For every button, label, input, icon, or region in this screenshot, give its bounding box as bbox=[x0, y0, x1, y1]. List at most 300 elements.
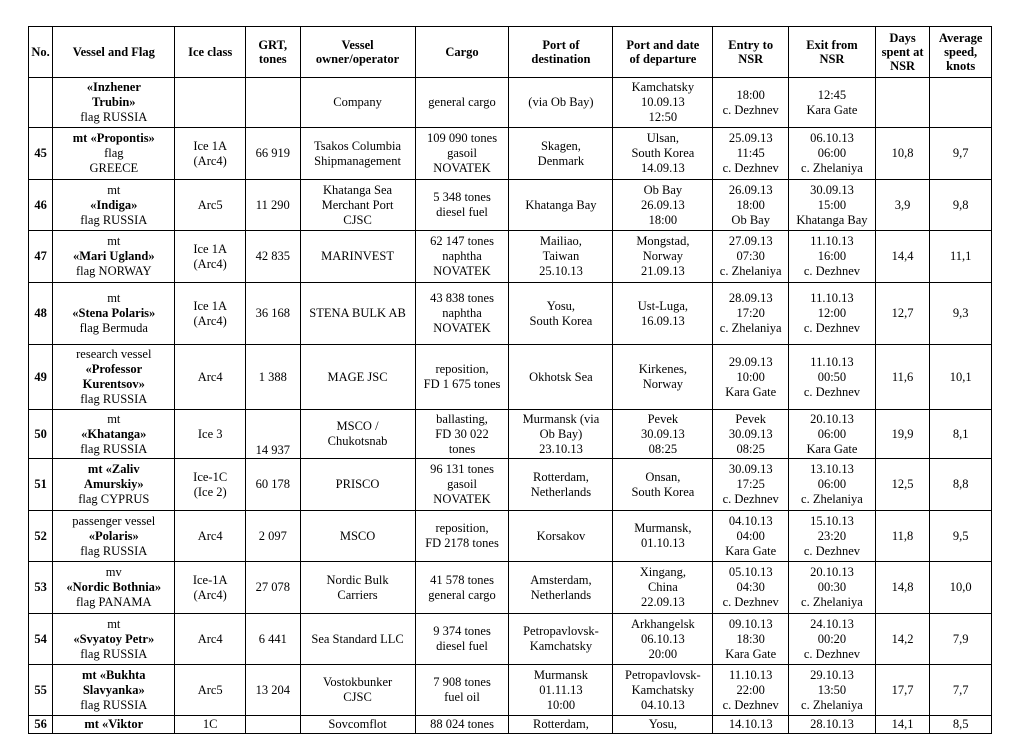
cell-exit-line: c. Dezhnev bbox=[803, 264, 861, 278]
cell-grt: 66 919 bbox=[246, 128, 301, 180]
cell-exit-line: c. Dezhnev bbox=[803, 646, 861, 661]
cell-destination-line: Korsakov bbox=[536, 528, 586, 543]
cell-vessel bbox=[53, 716, 175, 734]
cell-destination bbox=[509, 345, 613, 410]
header-speed-line: knots bbox=[946, 59, 976, 73]
cell-entry bbox=[713, 459, 789, 511]
cell-cargo-line: diesel fuel bbox=[436, 639, 488, 653]
cell-entry-line: 26.09.13 bbox=[728, 182, 773, 197]
cell-owner-line: Sea Standard LLC bbox=[311, 631, 404, 646]
cell-owner bbox=[300, 345, 415, 410]
table-row bbox=[29, 180, 992, 231]
cell-vessel-line: «Inzhener bbox=[86, 80, 141, 94]
cell-destination-line: Ob Bay) bbox=[539, 426, 583, 441]
cell-days: 19,9 bbox=[875, 410, 930, 459]
cell-exit-line: 24.10.13 bbox=[810, 616, 854, 631]
cell-entry-line: Kara Gate bbox=[725, 646, 777, 661]
cell-speed: 10,0 bbox=[930, 562, 992, 614]
cell-destination-line: Denmark bbox=[537, 153, 585, 168]
cell-owner-line: Chukotsnab bbox=[327, 434, 388, 448]
cell-ice-class bbox=[175, 345, 246, 410]
cell-ice-class bbox=[175, 283, 246, 345]
cell-entry-line: 17:25 bbox=[736, 477, 765, 491]
cell-cargo-line: 109 090 tones bbox=[426, 131, 498, 145]
cell-entry-line: 04:30 bbox=[736, 580, 765, 594]
cell-vessel bbox=[53, 614, 175, 665]
cell-cargo bbox=[415, 283, 509, 345]
cell-exit-line: 20.10.13 bbox=[810, 565, 854, 579]
cell-departure-line: Petropavlovsk- bbox=[625, 667, 701, 682]
cell-cargo bbox=[415, 128, 509, 180]
cell-cargo-line: fuel oil bbox=[444, 690, 480, 704]
cell-departure-line: Murmansk, bbox=[634, 521, 692, 535]
cell-cargo-line: NOVATEK bbox=[433, 161, 491, 175]
cell-entry-line: 14.10.13 bbox=[728, 717, 773, 731]
cell-destination bbox=[509, 511, 613, 562]
cell-vessel-line: mt «Bukhta bbox=[82, 667, 146, 682]
cell-vessel-line: flag RUSSIA bbox=[80, 646, 148, 661]
cell-exit-line: 06:00 bbox=[817, 426, 847, 441]
cell-ice-class-line: (Ice 2) bbox=[193, 484, 227, 499]
cell-exit-line: 11.10.13 bbox=[810, 234, 854, 248]
cell-speed bbox=[930, 78, 992, 128]
cell-exit-line: 00:20 bbox=[817, 631, 847, 646]
cell-exit-line: c. Dezhnev bbox=[803, 543, 861, 558]
cell-destination-line: South Korea bbox=[529, 313, 593, 328]
cell-entry-line: 25.09.13 bbox=[728, 131, 773, 145]
cell-entry bbox=[713, 128, 789, 180]
cell-destination bbox=[509, 78, 613, 128]
cell-departure-line: Ulsan, bbox=[646, 131, 680, 145]
cell-vessel-line: passenger vessel bbox=[72, 513, 156, 528]
cell-departure bbox=[613, 231, 713, 283]
cell-grt: 14 937 bbox=[246, 410, 301, 459]
cell-departure bbox=[613, 665, 713, 716]
cell-exit-line: 12:45 bbox=[817, 87, 847, 102]
table-row bbox=[29, 283, 992, 345]
cell-owner bbox=[300, 231, 415, 283]
cell-exit bbox=[789, 459, 876, 511]
table-row bbox=[29, 128, 992, 180]
cell-cargo-line: tones bbox=[448, 441, 476, 456]
cell-grt: 6 441 bbox=[246, 614, 301, 665]
cell-destination-line: 23.10.13 bbox=[539, 441, 583, 456]
cell-exit bbox=[789, 345, 876, 410]
cell-owner-line: Vostokbunker bbox=[322, 675, 393, 689]
cell-departure-line: 08:25 bbox=[648, 441, 678, 456]
cell-days: 11,8 bbox=[875, 511, 930, 562]
cell-departure-line: South Korea bbox=[631, 146, 695, 160]
cell-grt: 1 388 bbox=[246, 345, 301, 410]
cell-exit-line: c. Dezhnev bbox=[803, 321, 861, 335]
cell-departure-line: Mongstad, bbox=[636, 234, 690, 248]
cell-cargo bbox=[415, 410, 509, 459]
cell-exit bbox=[789, 716, 876, 734]
cell-entry-line: 30.09.13 bbox=[728, 462, 773, 476]
table-row bbox=[29, 459, 992, 511]
cell-vessel-line: flag NORWAY bbox=[75, 264, 152, 278]
cell-vessel-line: research vessel bbox=[76, 347, 152, 361]
cell-cargo-line: gasoil bbox=[447, 146, 477, 160]
cell-exit bbox=[789, 180, 876, 231]
cell-vessel-line: Slavyanka» bbox=[82, 682, 145, 697]
cell-vessel bbox=[53, 562, 175, 614]
cell-cargo-line: FD 2178 tones bbox=[425, 536, 499, 550]
cell-days bbox=[875, 78, 930, 128]
cell-entry bbox=[713, 283, 789, 345]
cell-days: 14,2 bbox=[875, 614, 930, 665]
cell-entry-line: 11.10.13 bbox=[729, 667, 773, 682]
cell-grt: 13 204 bbox=[246, 665, 301, 716]
cell-vessel-line: Kurentsov» bbox=[82, 377, 145, 391]
cell-vessel-line: mt bbox=[107, 411, 121, 426]
header-days-line: NSR bbox=[890, 59, 916, 73]
cell-exit-line: 29.10.13 bbox=[810, 667, 854, 682]
table-row bbox=[29, 562, 992, 614]
cell-ice-class bbox=[175, 511, 246, 562]
table-row bbox=[29, 665, 992, 716]
cell-cargo-line: NOVATEK bbox=[433, 264, 491, 278]
cell-destination-line: Netherlands bbox=[530, 587, 592, 602]
header-grt-line: GRT, bbox=[258, 38, 288, 52]
cell-owner-line: Sovcomflot bbox=[328, 717, 387, 731]
cell-exit-line: 06.10.13 bbox=[810, 131, 854, 145]
cell-entry-line: c. Dezhnev bbox=[722, 492, 779, 506]
cell-exit bbox=[789, 78, 876, 128]
cell-entry bbox=[713, 562, 789, 614]
cell-departure bbox=[613, 345, 713, 410]
cell-vessel-line: «Svyatoy Petr» bbox=[73, 631, 155, 646]
cell-ice-class-line: Arc4 bbox=[197, 528, 223, 543]
cell-vessel-line: flag RUSSIA bbox=[80, 543, 148, 558]
cell-grt: 2 097 bbox=[246, 511, 301, 562]
cell-grt: 36 168 bbox=[246, 283, 301, 345]
cell-vessel-line: Amurskiy» bbox=[83, 477, 144, 491]
cell-owner-line: Khatanga Sea bbox=[323, 182, 393, 197]
cell-vessel-line: flag RUSSIA bbox=[80, 212, 148, 227]
header-speed-line: speed, bbox=[944, 45, 978, 59]
header-cargo: Cargo bbox=[415, 27, 509, 78]
cell-vessel-line: flag RUSSIA bbox=[80, 441, 148, 456]
cell-entry-line: c. Dezhnev bbox=[722, 102, 779, 117]
cell-exit-line: c. Dezhnev bbox=[803, 384, 861, 399]
cell-departure-line: Ust-Luga, bbox=[637, 298, 689, 313]
cell-days: 12,5 bbox=[875, 459, 930, 511]
cell-departure-line: 18:00 bbox=[648, 212, 678, 227]
cell-entry-line: c. Dezhnev bbox=[722, 595, 779, 609]
cell-entry-line: Ob Bay bbox=[731, 212, 770, 227]
cell-vessel-line: GREECE bbox=[89, 161, 139, 175]
header-owner bbox=[300, 27, 415, 78]
cell-vessel-line: mt bbox=[107, 616, 121, 631]
cell-entry-line: 22:00 bbox=[736, 682, 765, 697]
cell-cargo-line: FD 1 675 tones bbox=[423, 377, 501, 391]
cell-departure bbox=[613, 511, 713, 562]
cell-entry-line: c. Zhelaniya bbox=[719, 264, 782, 278]
header-no: No. bbox=[29, 27, 53, 78]
cell-ice-class-line: 1C bbox=[202, 717, 218, 731]
cell-cargo-line: naphtha bbox=[442, 306, 482, 320]
cell-ice-class-line: Arc4 bbox=[197, 369, 223, 384]
cell-no: 53 bbox=[29, 562, 53, 614]
cell-departure-line: 10.09.13 bbox=[641, 95, 685, 109]
cell-entry-line: 18:00 bbox=[736, 197, 765, 212]
cell-departure-line: 20:00 bbox=[648, 646, 678, 661]
cell-no: 54 bbox=[29, 614, 53, 665]
table-row bbox=[29, 410, 992, 459]
cell-departure bbox=[613, 410, 713, 459]
cell-cargo bbox=[415, 78, 509, 128]
cell-entry-line: 07:30 bbox=[736, 249, 765, 263]
cell-entry-line: 18:00 bbox=[736, 87, 765, 102]
table-row bbox=[29, 614, 992, 665]
cell-cargo-line: reposition, bbox=[435, 521, 489, 535]
cell-speed: 7,7 bbox=[930, 665, 992, 716]
cell-days: 14,1 bbox=[875, 716, 930, 734]
cell-entry-line: c. Zhelaniya bbox=[719, 321, 782, 335]
header-speed-line: Average bbox=[938, 31, 983, 45]
cell-ice-class-line: Ice 1A bbox=[193, 298, 228, 313]
cell-ice-class bbox=[175, 562, 246, 614]
cell-entry bbox=[713, 345, 789, 410]
cell-destination bbox=[509, 231, 613, 283]
cell-owner bbox=[300, 562, 415, 614]
nsr-transit-table bbox=[28, 26, 992, 734]
cell-departure-line: Arkhangelsk bbox=[630, 616, 695, 631]
cell-exit bbox=[789, 283, 876, 345]
cell-entry bbox=[713, 614, 789, 665]
cell-exit-line: 12:00 bbox=[817, 306, 847, 320]
cell-departure-line: Yosu, bbox=[648, 717, 678, 731]
cell-departure-line: 01.10.13 bbox=[641, 536, 685, 550]
header-grt bbox=[246, 27, 301, 78]
cell-cargo-line: general cargo bbox=[428, 587, 496, 602]
cell-ice-class-line: (Arc4) bbox=[193, 153, 227, 168]
cell-cargo-line: 88 024 tones bbox=[430, 717, 494, 731]
header-entry bbox=[713, 27, 789, 78]
cell-exit-line: 15:00 bbox=[817, 197, 847, 212]
cell-no: 48 bbox=[29, 283, 53, 345]
cell-vessel-line: flag PANAMA bbox=[75, 595, 152, 609]
cell-owner bbox=[300, 78, 415, 128]
cell-vessel bbox=[53, 78, 175, 128]
cell-owner-line: Shipmanagement bbox=[314, 153, 401, 168]
cell-exit-line: 16:00 bbox=[817, 249, 847, 263]
cell-ice-class-line: Arc4 bbox=[197, 631, 223, 646]
cell-no: 52 bbox=[29, 511, 53, 562]
cell-entry-line: 10:00 bbox=[736, 369, 765, 384]
cell-ice-class bbox=[175, 459, 246, 511]
cell-destination-line: Amsterdam, bbox=[530, 572, 592, 587]
cell-departure bbox=[613, 78, 713, 128]
cell-entry-line: Kara Gate bbox=[725, 543, 777, 558]
cell-departure-line: Norway bbox=[642, 249, 684, 263]
cell-destination-line: Murmansk bbox=[533, 667, 589, 682]
cell-entry-line: 27.09.13 bbox=[728, 234, 773, 248]
cell-ice-class bbox=[175, 665, 246, 716]
cell-owner-line: Merchant Port bbox=[321, 197, 394, 212]
cell-vessel-line: «Mari Ugland» bbox=[72, 249, 155, 263]
cell-grt: 42 835 bbox=[246, 231, 301, 283]
cell-ice-class bbox=[175, 128, 246, 180]
cell-entry bbox=[713, 231, 789, 283]
cell-ice-class bbox=[175, 78, 246, 128]
cell-cargo-line: 9 374 tones bbox=[433, 624, 491, 638]
cell-grt: 27 078 bbox=[246, 562, 301, 614]
cell-vessel-line: mt bbox=[107, 234, 121, 248]
cell-cargo-line: NOVATEK bbox=[433, 492, 491, 506]
cell-exit-line: 13.10.13 bbox=[810, 462, 854, 476]
cell-vessel bbox=[53, 665, 175, 716]
cell-exit-line: Kara Gate bbox=[806, 102, 858, 117]
cell-no: 45 bbox=[29, 128, 53, 180]
cell-destination bbox=[509, 180, 613, 231]
cell-cargo bbox=[415, 180, 509, 231]
cell-owner-line: Tsakos Columbia bbox=[314, 138, 402, 153]
cell-exit bbox=[789, 614, 876, 665]
cell-destination bbox=[509, 128, 613, 180]
cell-ice-class-line: Arc5 bbox=[197, 197, 223, 212]
cell-exit-line: Khatanga Bay bbox=[796, 212, 868, 227]
cell-entry-line: 08:25 bbox=[736, 441, 765, 456]
cell-owner-line: Company bbox=[333, 95, 382, 109]
cell-exit bbox=[789, 128, 876, 180]
cell-destination-line: Skagen, bbox=[540, 138, 581, 153]
cell-cargo bbox=[415, 511, 509, 562]
header-owner-line: Vessel bbox=[341, 38, 374, 52]
cell-departure-line: Onsan, bbox=[645, 469, 681, 484]
cell-no: 46 bbox=[29, 180, 53, 231]
cell-owner-line: CJSC bbox=[343, 212, 372, 227]
cell-destination-line: 25.10.13 bbox=[539, 264, 583, 278]
cell-departure bbox=[613, 562, 713, 614]
cell-speed: 10,1 bbox=[930, 345, 992, 410]
cell-entry-line: 29.09.13 bbox=[728, 354, 773, 369]
cell-vessel-line: flag bbox=[104, 146, 124, 160]
cell-vessel bbox=[53, 231, 175, 283]
cell-cargo bbox=[415, 716, 509, 734]
header-departure-line: of departure bbox=[629, 52, 697, 66]
cell-owner-line: MARINVEST bbox=[321, 249, 394, 263]
cell-vessel-line: «Professor bbox=[85, 362, 143, 376]
header-days bbox=[875, 27, 930, 78]
cell-departure bbox=[613, 180, 713, 231]
cell-vessel-line: mt «Viktor bbox=[84, 717, 144, 731]
cell-days: 12,7 bbox=[875, 283, 930, 345]
cell-destination-line: Yosu, bbox=[546, 298, 576, 313]
cell-no: 51 bbox=[29, 459, 53, 511]
cell-ice-class bbox=[175, 231, 246, 283]
cell-exit-line: c. Zhelaniya bbox=[801, 492, 863, 506]
cell-departure-line: Kamchatsky bbox=[631, 682, 695, 697]
cell-vessel-line: «Polaris» bbox=[88, 528, 139, 543]
cell-departure bbox=[613, 716, 713, 734]
cell-destination-line: (via Ob Bay) bbox=[528, 95, 594, 109]
cell-owner bbox=[300, 180, 415, 231]
cell-destination bbox=[509, 410, 613, 459]
cell-entry-line: c. Dezhnev bbox=[722, 161, 779, 175]
cell-cargo bbox=[415, 345, 509, 410]
cell-ice-class-line: Ice 1A bbox=[193, 241, 228, 256]
cell-owner bbox=[300, 410, 415, 459]
cell-destination-line: Rotterdam, bbox=[532, 717, 589, 731]
cell-departure bbox=[613, 283, 713, 345]
cell-exit-line: c. Zhelaniya bbox=[801, 161, 863, 175]
cell-departure-line: 04.10.13 bbox=[641, 697, 685, 712]
cell-cargo-line: NOVATEK bbox=[433, 321, 491, 335]
cell-exit-line: 06:00 bbox=[817, 146, 847, 160]
cell-vessel-line: «Khatanga» bbox=[81, 426, 147, 441]
cell-entry-line: 30.09.13 bbox=[728, 426, 773, 441]
cell-departure-line: Kamchatsky bbox=[631, 80, 695, 94]
header-exit-line: NSR bbox=[819, 52, 845, 66]
cell-owner-line: Carriers bbox=[337, 587, 378, 602]
table-row bbox=[29, 231, 992, 283]
cell-speed: 8,5 bbox=[930, 716, 992, 734]
cell-entry bbox=[713, 410, 789, 459]
cell-vessel-line: flag CYPRUS bbox=[78, 492, 150, 506]
cell-entry bbox=[713, 78, 789, 128]
cell-speed: 8,8 bbox=[930, 459, 992, 511]
cell-destination-line: Khatanga Bay bbox=[525, 197, 597, 212]
cell-exit-line: c. Zhelaniya bbox=[801, 595, 863, 609]
header-days-line: Days bbox=[889, 31, 916, 45]
cell-days: 14,8 bbox=[875, 562, 930, 614]
cell-entry-line: 17:20 bbox=[736, 306, 765, 320]
cell-ice-class bbox=[175, 180, 246, 231]
cell-exit bbox=[789, 231, 876, 283]
cell-ice-class-line: (Arc4) bbox=[193, 587, 227, 602]
cell-vessel bbox=[53, 511, 175, 562]
cell-speed: 11,1 bbox=[930, 231, 992, 283]
cell-vessel-line: «Indiga» bbox=[90, 197, 138, 212]
table-row bbox=[29, 716, 992, 734]
cell-destination bbox=[509, 283, 613, 345]
cell-owner bbox=[300, 665, 415, 716]
cell-cargo-line: reposition, bbox=[435, 362, 489, 376]
cell-vessel-line: «Nordic Bothnia» bbox=[66, 580, 162, 594]
cell-vessel-line: flag RUSSIA bbox=[80, 392, 148, 406]
cell-exit-line: 20.10.13 bbox=[810, 411, 854, 426]
cell-vessel bbox=[53, 180, 175, 231]
cell-destination-line: 01.11.13 bbox=[539, 682, 583, 697]
header-row bbox=[29, 27, 992, 78]
cell-speed: 9,5 bbox=[930, 511, 992, 562]
cell-departure-line: 26.09.13 bbox=[641, 197, 685, 212]
cell-departure-line: 06.10.13 bbox=[641, 631, 685, 646]
cell-departure-line: Pevek bbox=[647, 411, 679, 426]
header-days-line: spent at bbox=[881, 45, 924, 59]
cell-no: 49 bbox=[29, 345, 53, 410]
cell-owner-line: CJSC bbox=[343, 690, 372, 704]
cell-cargo-line: 62 147 tones bbox=[430, 234, 494, 248]
cell-destination bbox=[509, 716, 613, 734]
cell-owner-line: MAGE JSC bbox=[327, 369, 388, 384]
cell-cargo-line: 5 348 tones bbox=[433, 190, 491, 204]
cell-grt bbox=[246, 78, 301, 128]
cell-vessel bbox=[53, 459, 175, 511]
cell-owner bbox=[300, 283, 415, 345]
cell-ice-class-line: Ice-1A bbox=[192, 572, 228, 587]
cell-entry-line: 04:00 bbox=[736, 528, 765, 543]
cell-no: 56 bbox=[29, 716, 53, 734]
header-exit-line: Exit from bbox=[806, 38, 858, 52]
cell-entry bbox=[713, 511, 789, 562]
cell-exit bbox=[789, 665, 876, 716]
header-destination-line: Port of bbox=[542, 38, 580, 52]
cell-ice-class-line: (Arc4) bbox=[193, 256, 227, 271]
cell-owner bbox=[300, 459, 415, 511]
